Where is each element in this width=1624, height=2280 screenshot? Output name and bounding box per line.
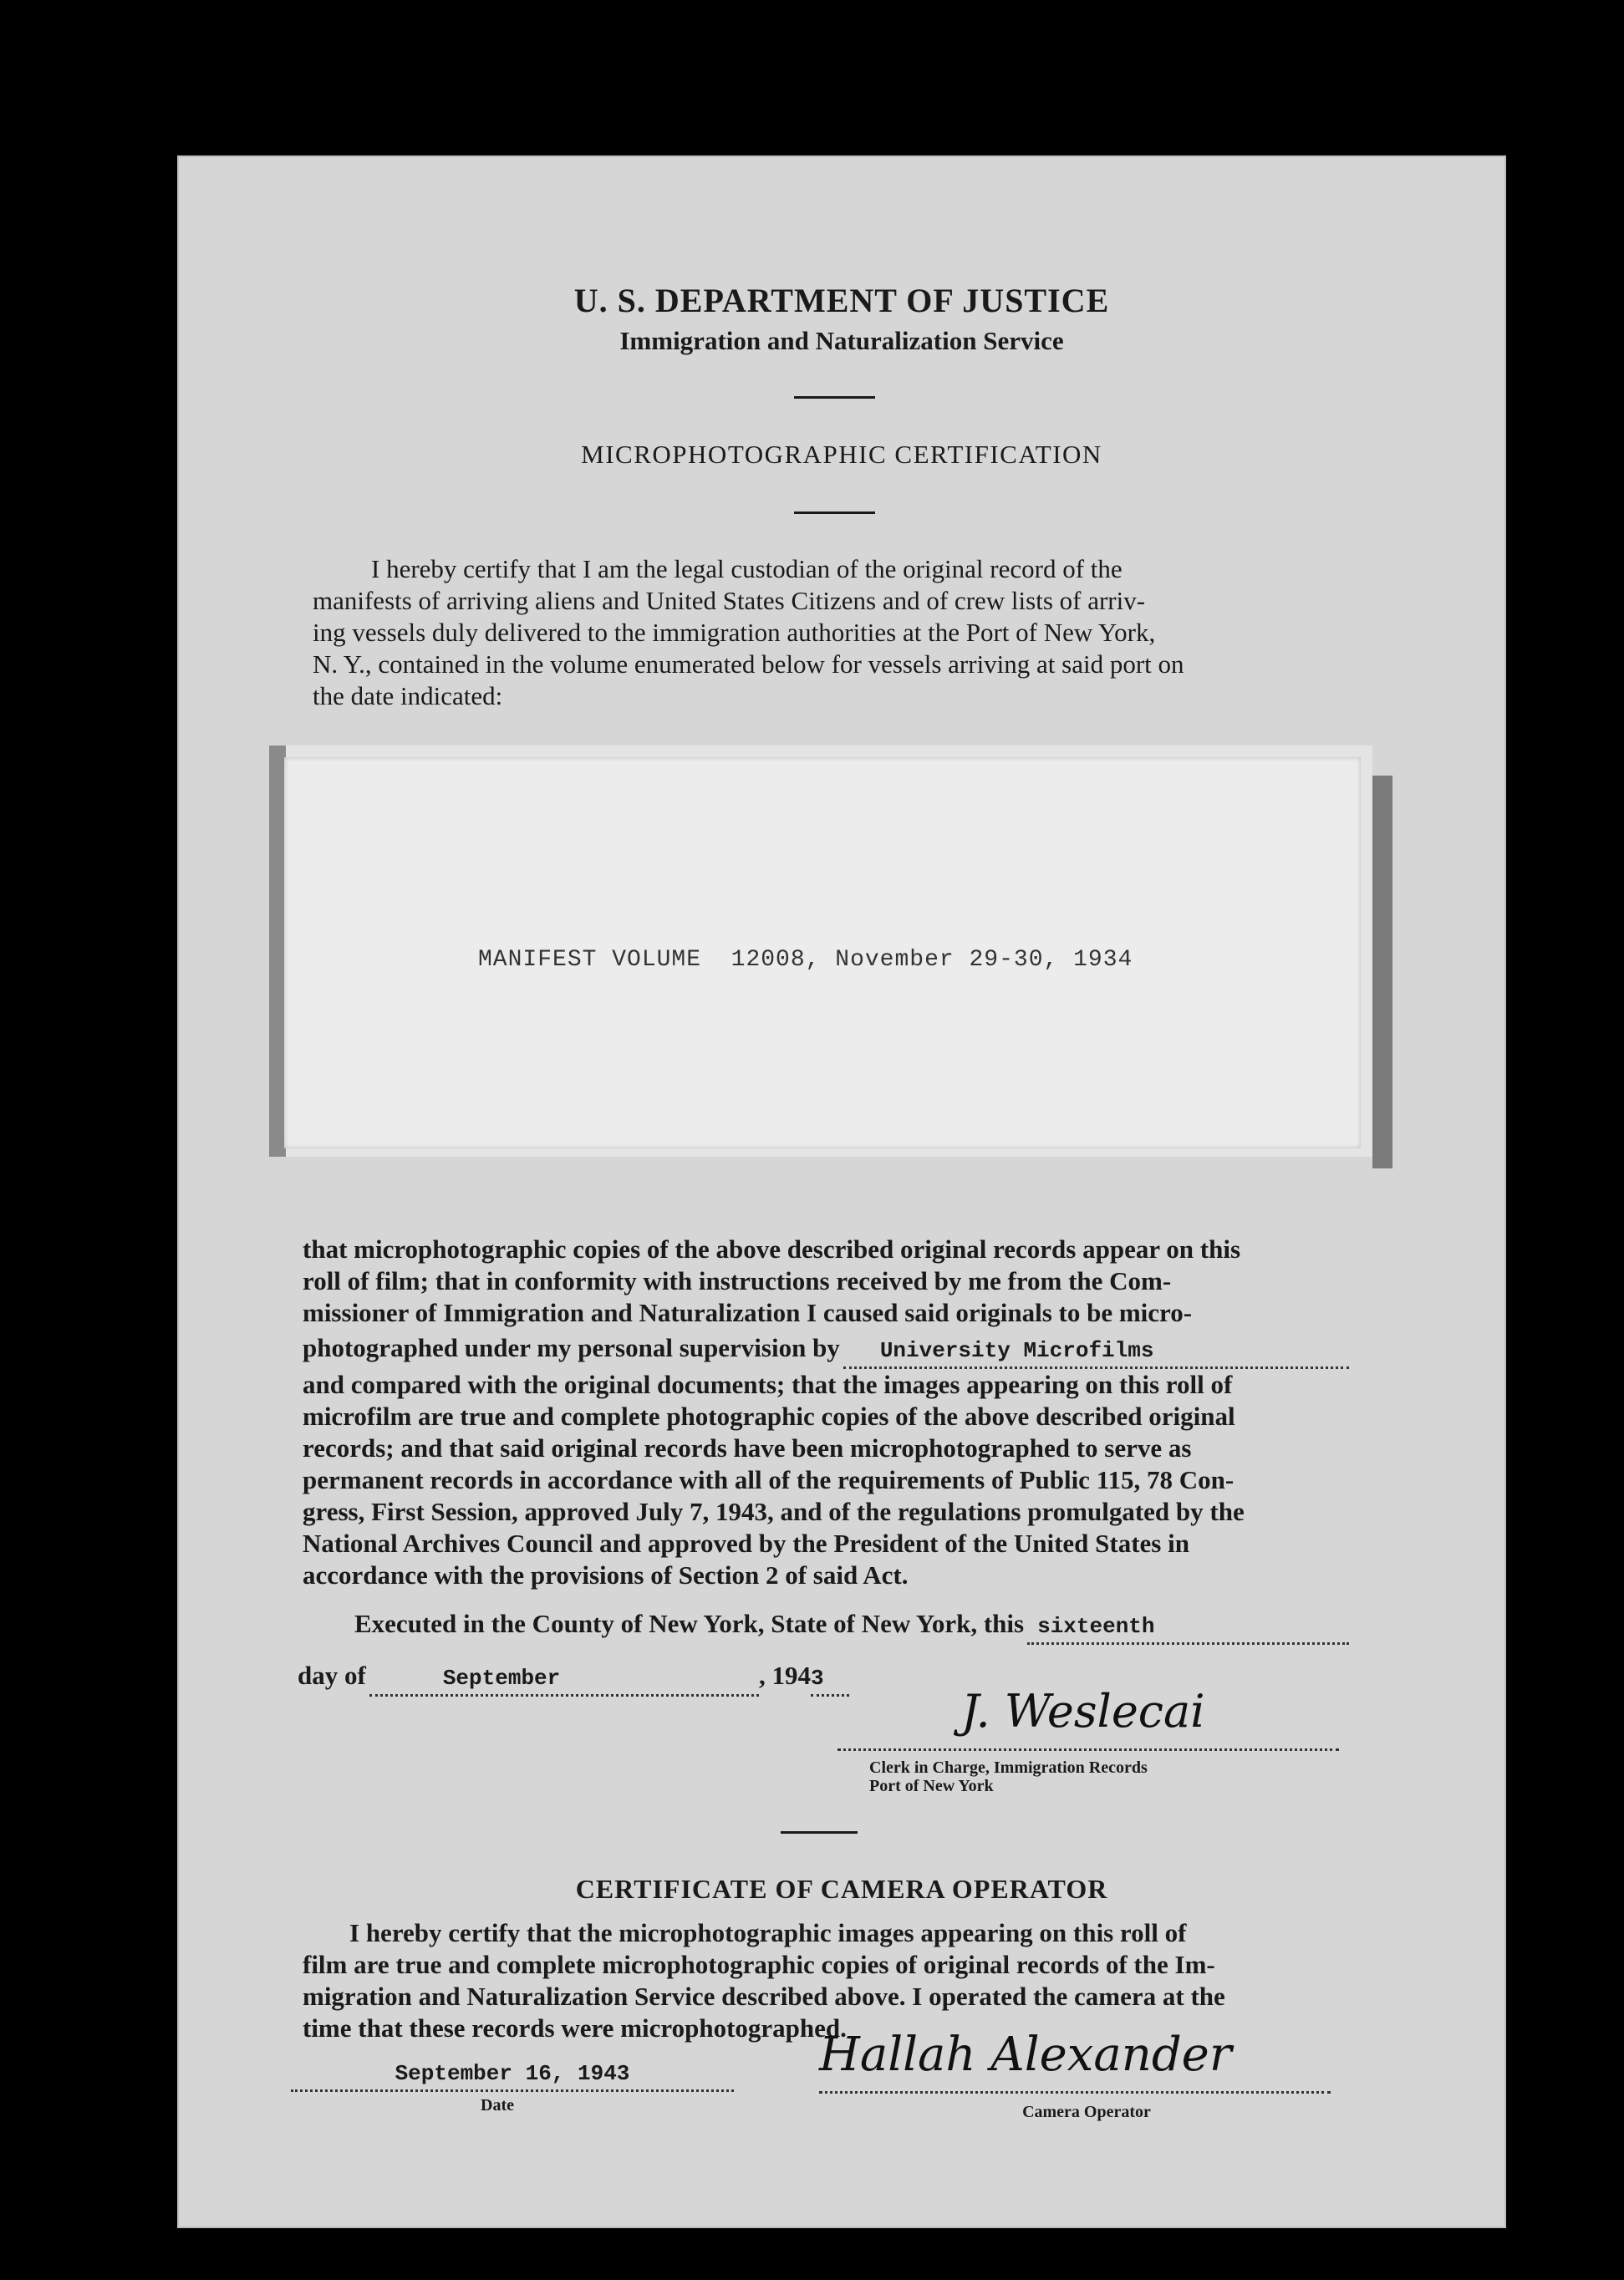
divider	[794, 396, 875, 399]
intro-paragraph	[313, 553, 1356, 712]
clerk-title	[869, 1758, 1287, 1795]
form-title: MICROPHOTOGRAPHIC CERTIFICATION	[581, 440, 1102, 469]
camera-line: I hereby certify that the microphotographic images appearing on this roll of	[349, 1918, 1187, 1947]
body-line: roll of film; that in conformity with instructions received by me from the Com-	[303, 1266, 1172, 1295]
body-line: that microphotographic copies of the above described original records appear on this	[303, 1234, 1241, 1264]
divider	[781, 1831, 858, 1834]
clerk-title-line: Port of New York	[869, 1777, 994, 1795]
clerk-signature: J. Weslecai	[961, 1685, 1205, 1738]
execution-day-value: sixteenth	[1037, 1614, 1155, 1639]
body-line: National Archives Council and approved by the President of the United States in	[303, 1529, 1189, 1558]
body-line: and compared with the original documents; that the images appearing on this roll of	[303, 1370, 1233, 1399]
photographed-by-value: University Microfilms	[879, 1338, 1154, 1363]
day-of-line	[298, 1660, 849, 1697]
department-title: U. S. DEPARTMENT OF JUSTICE	[573, 282, 1110, 319]
body-line: missioner of Immigration and Naturalization I caused said originals to be micro-	[303, 1298, 1193, 1327]
divider	[794, 511, 875, 514]
body-line: accordance with the provisions of Section 2 of said Act.	[303, 1560, 909, 1590]
body-line: microfilm are true and complete photographic copies of the above described original	[303, 1402, 1235, 1431]
month-value: September	[442, 1666, 561, 1691]
intro-line: I hereby certify that I am the legal custodian of the original record of the	[371, 554, 1123, 583]
photographed-by-line	[303, 1332, 1349, 1369]
execution-day-field	[1027, 1608, 1349, 1645]
photographed-by-field	[843, 1332, 1349, 1369]
body-line: permanent records in accordance with all of the requirements of Public 115, 78 Con-	[303, 1465, 1235, 1494]
intro-line: the date indicated:	[313, 681, 503, 710]
execution-line	[354, 1608, 1349, 1645]
camera-certificate-paragraph	[303, 1917, 1339, 2044]
camera-certificate-heading: CERTIFICATE OF CAMERA OPERATOR	[575, 1874, 1108, 1904]
clerk-title-line: Clerk in Charge, Immigration Records	[869, 1758, 1148, 1777]
camera-date-value: September 16, 1943	[395, 2061, 630, 2086]
intro-line: manifests of arriving aliens and United States Citizens and of crew lists of arriv-	[313, 586, 1146, 615]
intro-line: ing vessels duly delivered to the immigration authorities at the Port of New York,	[313, 618, 1156, 647]
year-field	[811, 1660, 849, 1697]
body-line: gress, First Session, approved July 7, 1943, and of the regulations promulgated by the	[303, 1497, 1245, 1526]
execution-label: Executed in the County of New York, State of New York, this	[354, 1609, 1025, 1638]
body-paragraph	[303, 1234, 1349, 1591]
manifest-volume-text: MANIFEST VOLUME 12008, November 29-30, 1934	[478, 947, 1133, 973]
year-digit: 3	[811, 1666, 824, 1691]
camera-line: migration and Naturalization Service described above. I operated the camera at the	[303, 1982, 1225, 2011]
camera-operator-label: Camera Operator	[1022, 2103, 1151, 2121]
day-of-label: day of	[298, 1661, 366, 1690]
year-prefix: , 194	[759, 1661, 811, 1690]
month-field	[369, 1660, 759, 1697]
camera-line: time that these records were microphotographed.	[303, 2013, 847, 2043]
camera-date-field	[291, 2061, 734, 2092]
camera-line: film are true and complete microphotographic copies of original records of the Im-	[303, 1950, 1215, 1979]
service-subtitle: Immigration and Naturalization Service	[619, 326, 1064, 355]
intro-line: N. Y., contained in the volume enumerated below for vessels arriving at said port on	[313, 649, 1184, 679]
camera-date-label: Date	[481, 2096, 514, 2115]
body-line: records; and that said original records have been microphotographed to serve as	[303, 1433, 1192, 1463]
photographed-by-label: photographed under my personal supervision by	[303, 1333, 840, 1362]
camera-operator-signature: Hallah Alexander	[819, 2028, 1232, 2082]
